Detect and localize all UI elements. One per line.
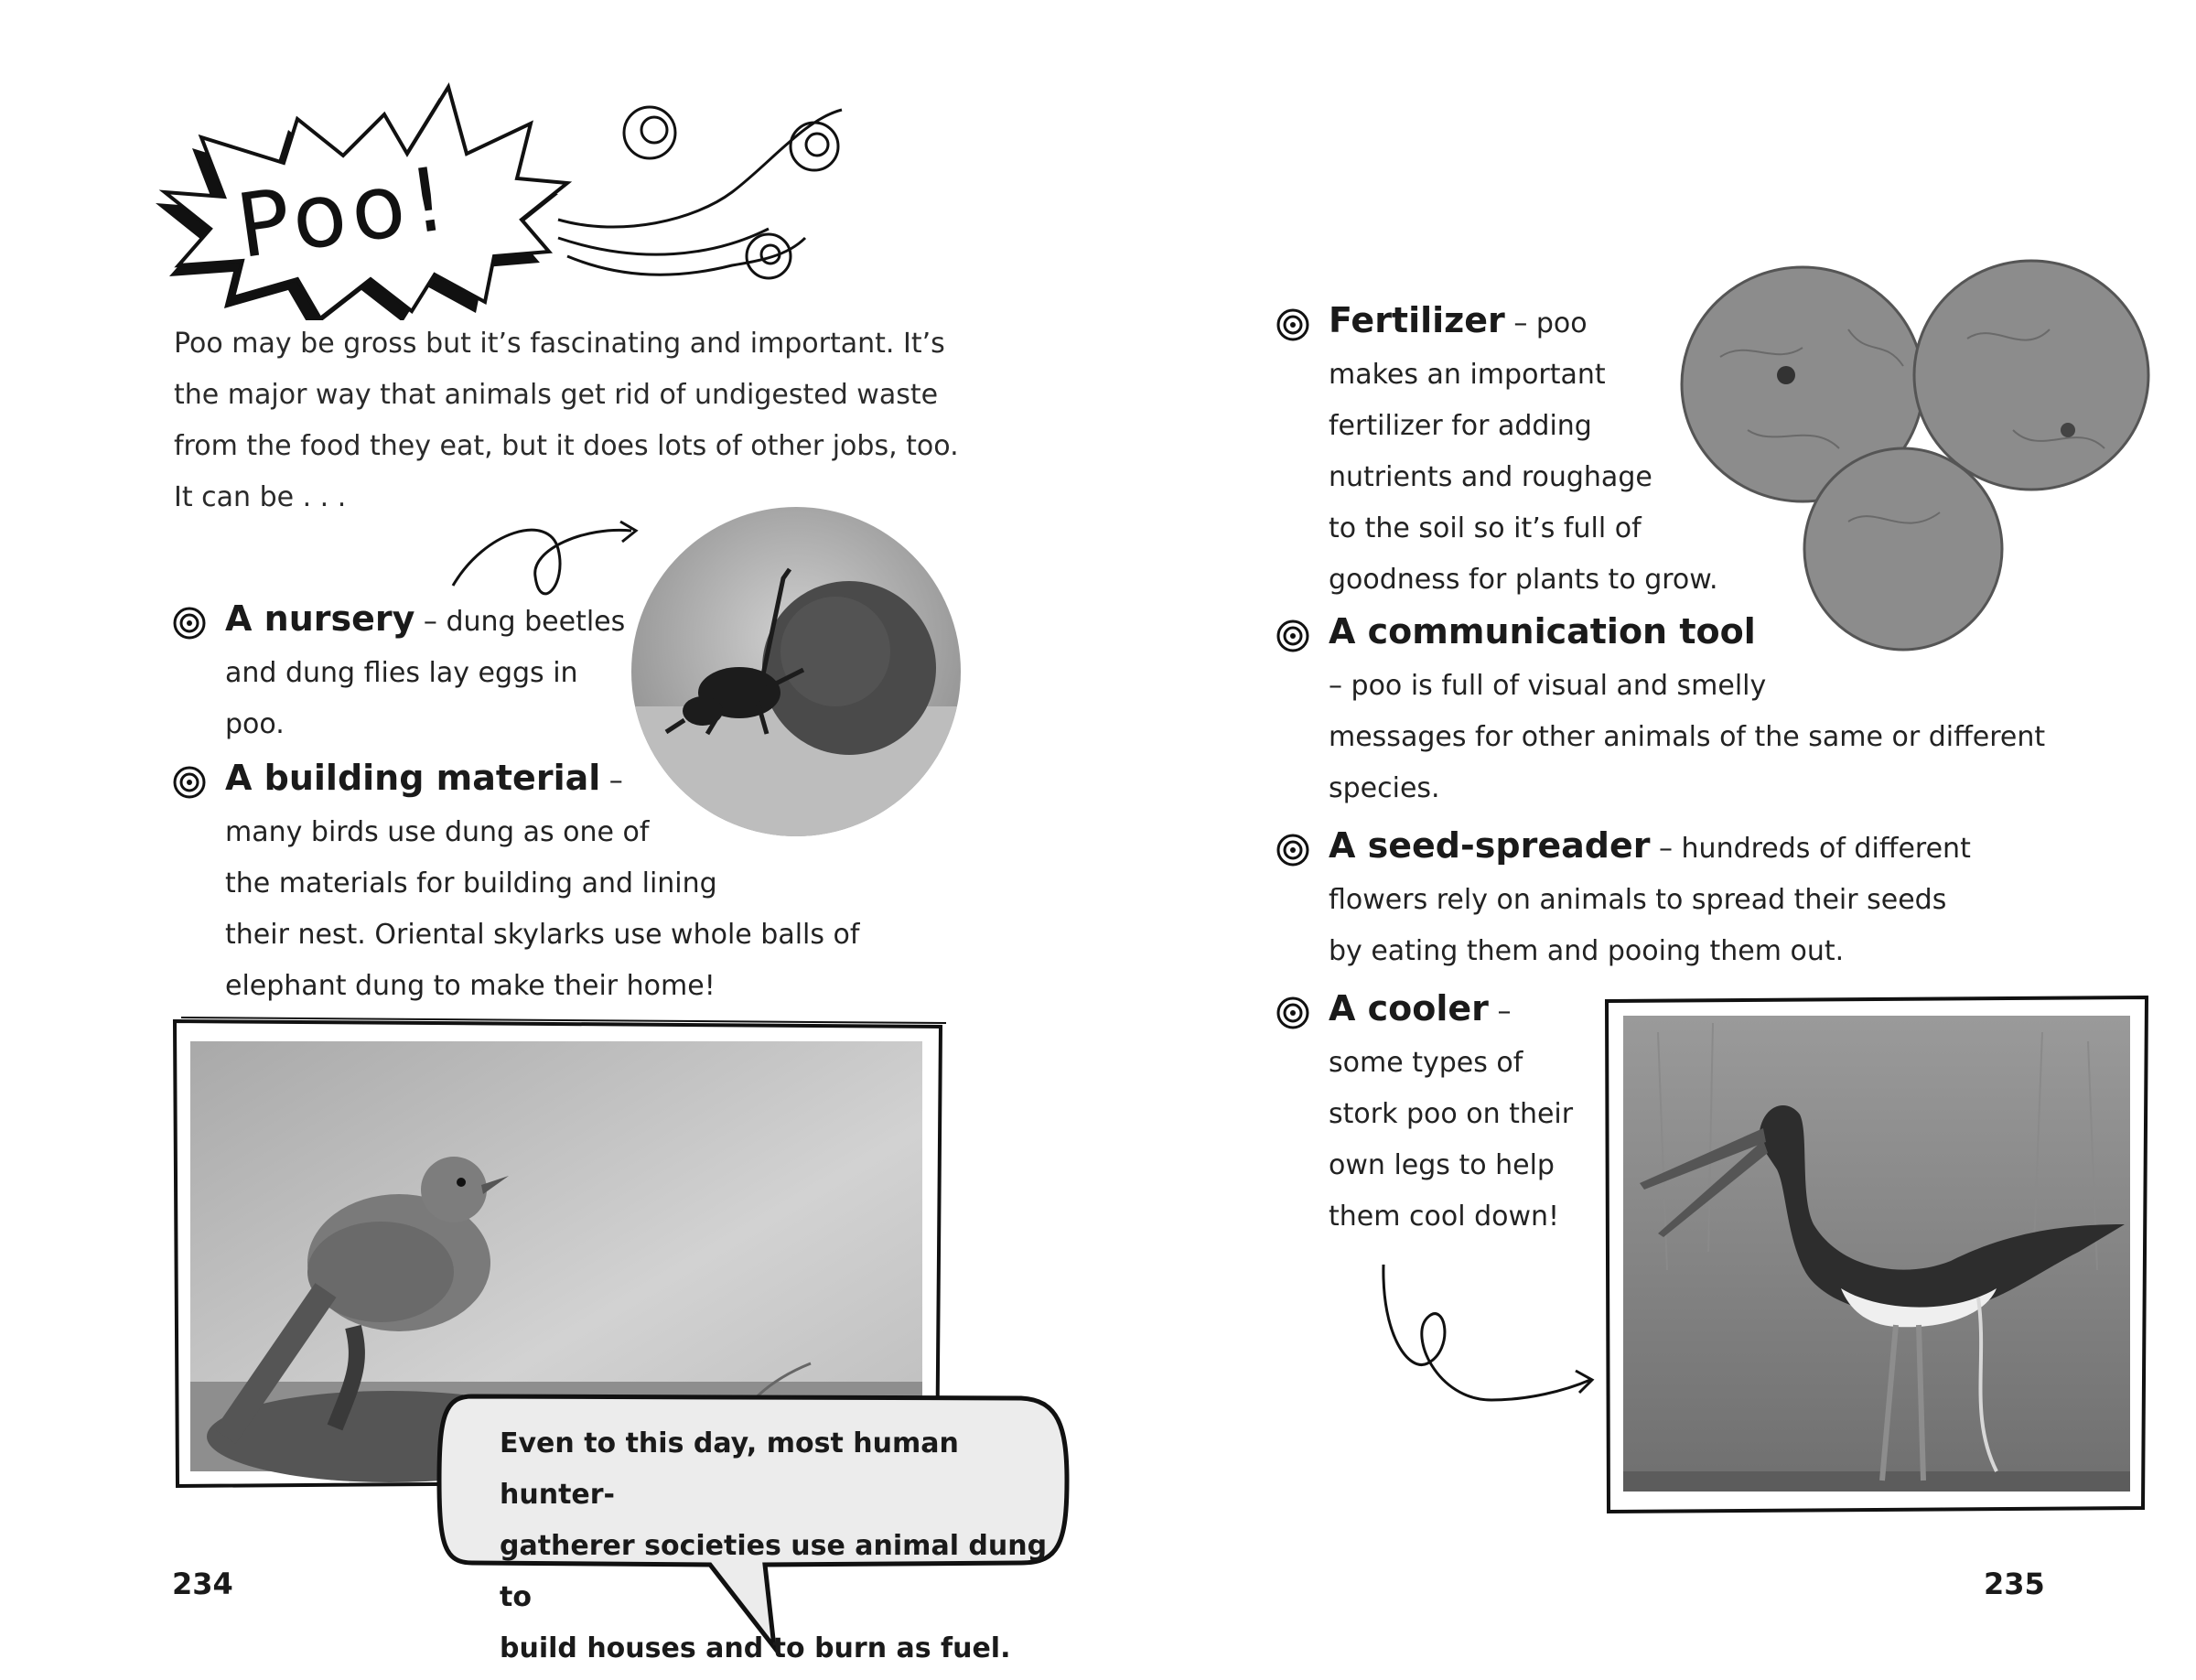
swirl-lines-decoration bbox=[558, 107, 842, 278]
spiral-icon bbox=[1276, 996, 1310, 1030]
item-term: A cooler bbox=[1329, 988, 1489, 1028]
item-desc-line: flowers rely on animals to spread their seeds bbox=[1329, 884, 1947, 916]
item-desc-line: – hundreds of different bbox=[1650, 833, 1971, 865]
list-item-cooler bbox=[1329, 983, 1573, 1243]
item-desc-line: messages for other animals of the same or different bbox=[1329, 721, 2046, 753]
page-number-left: 234 bbox=[172, 1567, 233, 1601]
title-burst bbox=[146, 82, 897, 320]
page-title: Poo! bbox=[231, 146, 458, 279]
list-item-communication-tool bbox=[1329, 606, 2045, 814]
list-item-nursery bbox=[225, 593, 625, 750]
curly-arrow-decoration bbox=[1372, 1263, 1610, 1427]
item-desc-line: makes an important bbox=[1329, 359, 1606, 391]
speech-bubble-text bbox=[500, 1418, 1049, 1675]
item-desc-line: own legs to help bbox=[1329, 1149, 1555, 1181]
intro-line: the major way that animals get rid of undigested waste bbox=[174, 379, 939, 411]
item-desc-line: elephant dung to make their home! bbox=[225, 970, 716, 1002]
intro-line: from the food they eat, but it does lots of other jobs, too. bbox=[174, 430, 959, 462]
item-desc-line: them cool down! bbox=[1329, 1201, 1560, 1233]
item-term: A communication tool bbox=[1329, 611, 1756, 652]
item-term: A seed-spreader bbox=[1329, 825, 1651, 866]
intro-line: Poo may be gross but it’s fascinating and important. It’s bbox=[174, 328, 945, 360]
spiral-icon bbox=[1276, 619, 1310, 653]
item-desc-line: many birds use dung as one of bbox=[225, 816, 650, 848]
item-term: A building material bbox=[225, 758, 601, 798]
item-desc-line: – poo bbox=[1504, 307, 1588, 339]
item-desc-line: goodness for plants to grow. bbox=[1329, 564, 1718, 596]
item-desc-line: – poo is full of visual and smelly bbox=[1329, 670, 1767, 702]
bubble-line: Even to this day, most human hunter- bbox=[500, 1427, 959, 1511]
intro-line: It can be . . . bbox=[174, 481, 347, 513]
item-desc-line: to the soil so it’s full of bbox=[1329, 512, 1642, 544]
item-desc-line: and dung flies lay eggs in bbox=[225, 657, 578, 689]
list-item-fertilizer bbox=[1329, 295, 1718, 606]
item-desc-line: by eating them and pooing them out. bbox=[1329, 935, 1845, 967]
stork-photo bbox=[1603, 996, 2152, 1517]
page-number-right: 235 bbox=[1984, 1567, 2045, 1601]
item-desc-line: poo. bbox=[225, 708, 285, 740]
item-desc-line: some types of bbox=[1329, 1047, 1523, 1079]
spiral-icon bbox=[172, 606, 207, 641]
item-desc-line: nutrients and roughage bbox=[1329, 461, 1652, 493]
item-desc-line: – bbox=[1488, 996, 1512, 1028]
item-desc-line: fertilizer for adding bbox=[1329, 410, 1592, 442]
list-item-seed-spreader bbox=[1329, 820, 1971, 977]
spiral-icon bbox=[172, 765, 207, 800]
bubble-line: gatherer societies use animal dung to bbox=[500, 1530, 1048, 1613]
item-desc-line: – dung beetles bbox=[414, 606, 626, 638]
bubble-line: build houses and to burn as fuel. bbox=[500, 1632, 1011, 1664]
item-desc-line: their nest. Oriental skylarks use whole balls of bbox=[225, 919, 860, 951]
item-desc-line: species. bbox=[1329, 772, 1440, 804]
spiral-icon bbox=[1276, 833, 1310, 867]
dung-balls-photo bbox=[1665, 247, 2178, 668]
curly-arrow-decoration bbox=[448, 512, 650, 604]
item-desc-line: stork poo on their bbox=[1329, 1098, 1574, 1130]
item-desc-line: the materials for building and lining bbox=[225, 867, 717, 899]
spiral-icon bbox=[1276, 307, 1310, 342]
intro-paragraph bbox=[174, 318, 961, 523]
list-item-building-material bbox=[225, 752, 859, 1012]
item-term: A nursery bbox=[225, 598, 415, 639]
item-term: Fertilizer bbox=[1329, 300, 1505, 340]
item-desc-line: – bbox=[600, 765, 623, 797]
